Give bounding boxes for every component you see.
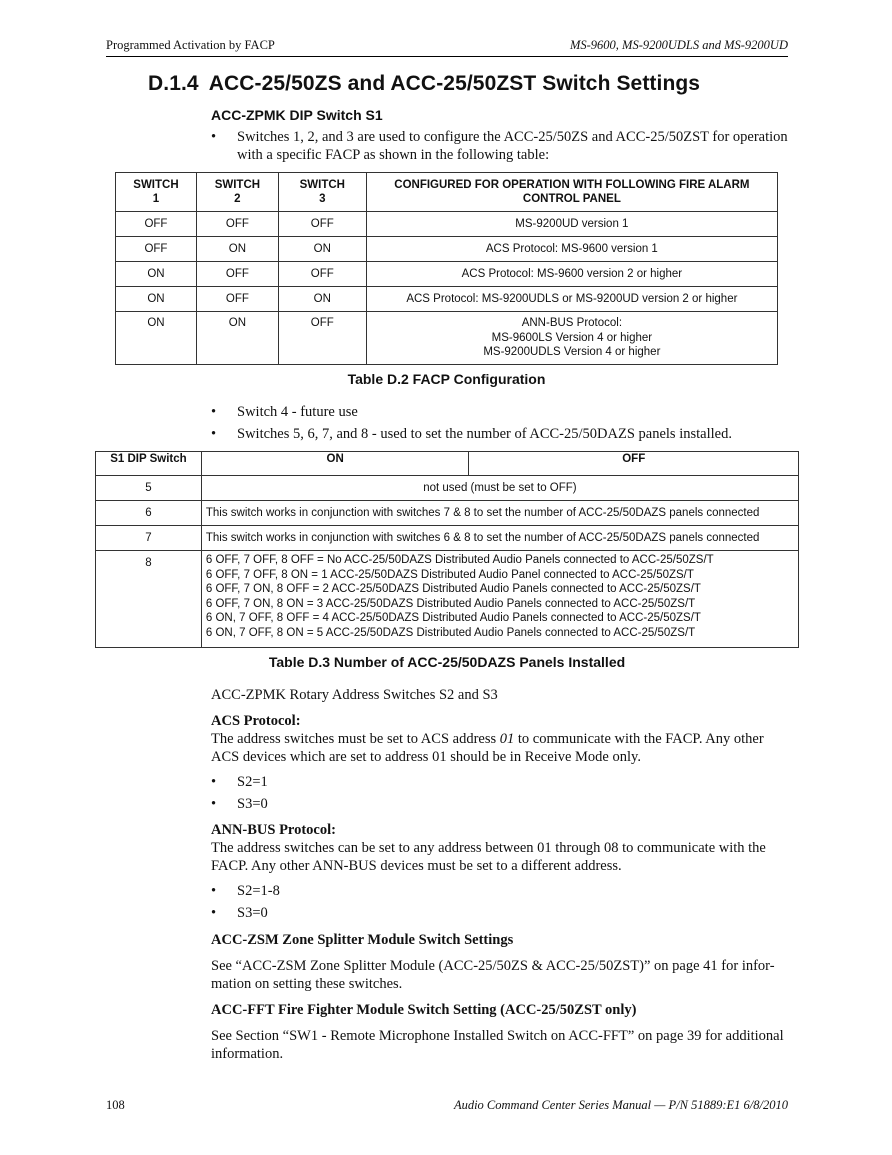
- table-row: [96, 476, 799, 501]
- fft-heading: ACC-FFT Fire Fighter Module Switch Setting (ACC-25/50ZST only): [211, 1002, 637, 1018]
- bullet-text: S3=0: [237, 905, 268, 921]
- table-cell: OFF: [278, 312, 366, 365]
- section-title: ACC-25/50ZS and ACC-25/50ZST Switch Settings: [208, 72, 701, 95]
- zsm-heading: ACC-ZSM Zone Splitter Module Switch Settings: [211, 932, 514, 948]
- table-caption: Table D.3 Number of ACC-25/50DAZS Panels Installed: [268, 654, 626, 670]
- acs-protocol-block: ACS Protocol: The address switches must be set to ACS address 01 to communicate with the FACP. Any other ACS devices which are set to address 01 should be in Receive Mode only.: [211, 713, 764, 765]
- bullet-item: [211, 904, 511, 922]
- table-header-cell: ON: [201, 452, 469, 476]
- bullet-item: [211, 882, 511, 900]
- table-cell: ON: [278, 237, 366, 262]
- table-cell: MS-9200UD version 1: [366, 212, 777, 237]
- table-row: [116, 312, 778, 365]
- facp-configuration-table: [115, 172, 778, 365]
- bullet-text: S2=1: [237, 774, 268, 790]
- bullet-item: [211, 795, 511, 813]
- annbus-protocol-label: ANN-BUS Protocol:: [211, 822, 336, 838]
- bullet-dot: •: [211, 883, 217, 899]
- table-header-cell: S1 DIP Switch: [96, 452, 202, 476]
- bullet-dot: •: [211, 905, 217, 921]
- table-row: [96, 501, 799, 526]
- table-header-row: [96, 452, 799, 476]
- table-cell: ON: [278, 287, 366, 312]
- table-row: [96, 526, 799, 551]
- table-row: [116, 287, 778, 312]
- bullet-text: Switches 5, 6, 7, and 8 - used to set the number of ACC-25/50DAZS panels installed.: [237, 426, 732, 442]
- fft-paragraph: See Section “SW1 - Remote Microphone Installed Switch on ACC-FFT” on page 39 for additional information.: [211, 1028, 784, 1062]
- table-cell: ACS Protocol: MS-9200UDLS or MS-9200UD version 2 or higher: [366, 287, 777, 312]
- rotary-heading: ACC-ZPMK Rotary Address Switches S2 and S3: [211, 687, 498, 703]
- bullet-text: S3=0: [237, 796, 268, 812]
- bullet-item: [211, 773, 511, 791]
- table-header-cell: OFF: [469, 452, 799, 476]
- table-caption: Table D.2 FACP Configuration: [347, 371, 546, 387]
- table-header-cell: CONFIGURED FOR OPERATION WITH FOLLOWING FIRE ALARM CONTROL PANEL: [366, 173, 777, 212]
- header-section-title: Programmed Activation by FACP: [106, 38, 275, 52]
- table-row: [116, 212, 778, 237]
- section-number: D.1.4: [148, 72, 199, 95]
- table-header-row: [116, 173, 778, 212]
- table-cell: OFF: [116, 212, 197, 237]
- table-row: [96, 551, 799, 648]
- table-cell: ON: [196, 312, 278, 365]
- footer-document-info: Audio Command Center Series Manual — P/N 51889:E1 6/8/2010: [453, 1098, 788, 1112]
- bullet-dot: •: [211, 426, 217, 442]
- table-header-cell: SWITCH 3: [278, 173, 366, 212]
- table-cell: ANN-BUS Protocol: MS-9600LS Version 4 or higher MS-9200UDLS Version 4 or higher: [366, 312, 777, 365]
- zsm-paragraph: See “ACC-ZSM Zone Splitter Module (ACC-25/50ZS & ACC-25/50ZST)” on page 41 for infor- mation on setting these switches.: [211, 958, 775, 992]
- bullet-dot: •: [211, 404, 217, 420]
- table-cell: ACS Protocol: MS-9600 version 2 or higher: [366, 262, 777, 287]
- table-cell: OFF: [116, 237, 197, 262]
- table-cell: ON: [116, 262, 197, 287]
- table-cell: OFF: [196, 287, 278, 312]
- bullet-dot: •: [211, 129, 217, 145]
- header-divider: [106, 56, 788, 57]
- table-cell: ACS Protocol: MS-9600 version 1: [366, 237, 777, 262]
- table-cell: 8: [96, 551, 202, 648]
- acs-protocol-label: ACS Protocol:: [211, 713, 301, 729]
- bullet-item: [211, 403, 791, 421]
- table-header-cell: SWITCH 1: [116, 173, 197, 212]
- table-cell: 6: [96, 501, 202, 526]
- table-cell: 5: [96, 476, 202, 501]
- section-heading: [148, 72, 700, 96]
- table-row: [116, 237, 778, 262]
- table-header-cell: SWITCH 2: [196, 173, 278, 212]
- table-cell: OFF: [196, 262, 278, 287]
- footer-manual-title: Audio Command Center Series Manual: [453, 1098, 652, 1112]
- table-cell: OFF: [196, 212, 278, 237]
- footer-part-number: P/N 51889:E1 6/8/2010: [668, 1098, 788, 1112]
- daz-panels-table: [95, 451, 799, 648]
- table-cell: 7: [96, 526, 202, 551]
- table-cell: OFF: [278, 262, 366, 287]
- annbus-protocol-block: ANN-BUS Protocol: The address switches can be set to any address between 01 through 08 to communicate with the FACP. Any other ANN-BUS devices must be set to a different address.: [211, 822, 766, 874]
- table-cell: ON: [196, 237, 278, 262]
- table-cell: ON: [116, 312, 197, 365]
- bullet-text-line: Switches 1, 2, and 3 are used to configure the ACC-25/50ZS and ACC-25/50ZST for operation: [237, 129, 788, 145]
- table-row: [116, 262, 778, 287]
- table-cell: OFF: [278, 212, 366, 237]
- bullet-dot: •: [211, 796, 217, 812]
- page-number: 108: [106, 1098, 125, 1112]
- table-cell: ON: [116, 287, 197, 312]
- bullet-dot: •: [211, 774, 217, 790]
- bullet-text-line: with a specific FACP as shown in the following table:: [237, 147, 550, 163]
- header-product-models: MS-9600, MS-9200UDLS and MS-9200UD: [569, 38, 788, 52]
- bullet-text: S2=1-8: [237, 883, 280, 899]
- table-cell: This switch works in conjunction with switches 6 & 8 to set the number of ACC-25/50DAZS panels connected: [201, 526, 798, 551]
- subsection-heading: ACC-ZPMK DIP Switch S1: [211, 107, 383, 123]
- table-cell: This switch works in conjunction with switches 7 & 8 to set the number of ACC-25/50DAZS panels connected: [201, 501, 798, 526]
- bullet-text: Switch 4 - future use: [237, 404, 358, 420]
- table-cell: not used (must be set to OFF): [201, 476, 798, 501]
- table-cell: 6 OFF, 7 OFF, 8 OFF = No ACC-25/50DAZS Distributed Audio Panels connected to ACC-25/50ZS/T 6 OFF, 7 OFF, 8 ON = 1 ACC-25/50DAZS Distributed Audio Panel connected to ACC-25/50ZS/T 6 OFF, 7 ON, 8 OFF = 2 ACC-25/50DAZS Distributed Audio Panels connected to ACC-25/50ZS/T 6 OFF, 7 ON, 8 ON = 3 ACC-25/50DAZS Distributed Audio Panels connected to ACC-25/50ZS/T 6 ON, 7 OFF, 8 OFF = 4 ACC-25/50DAZS Distributed Audio Panels connected to ACC-25/50ZS/T 6 ON, 7 OFF, 8 ON = 5 ACC-25/50DAZS Distributed Audio Panels connected to ACC-25/50ZS/T: [201, 551, 798, 648]
- bullet-item: [211, 425, 791, 443]
